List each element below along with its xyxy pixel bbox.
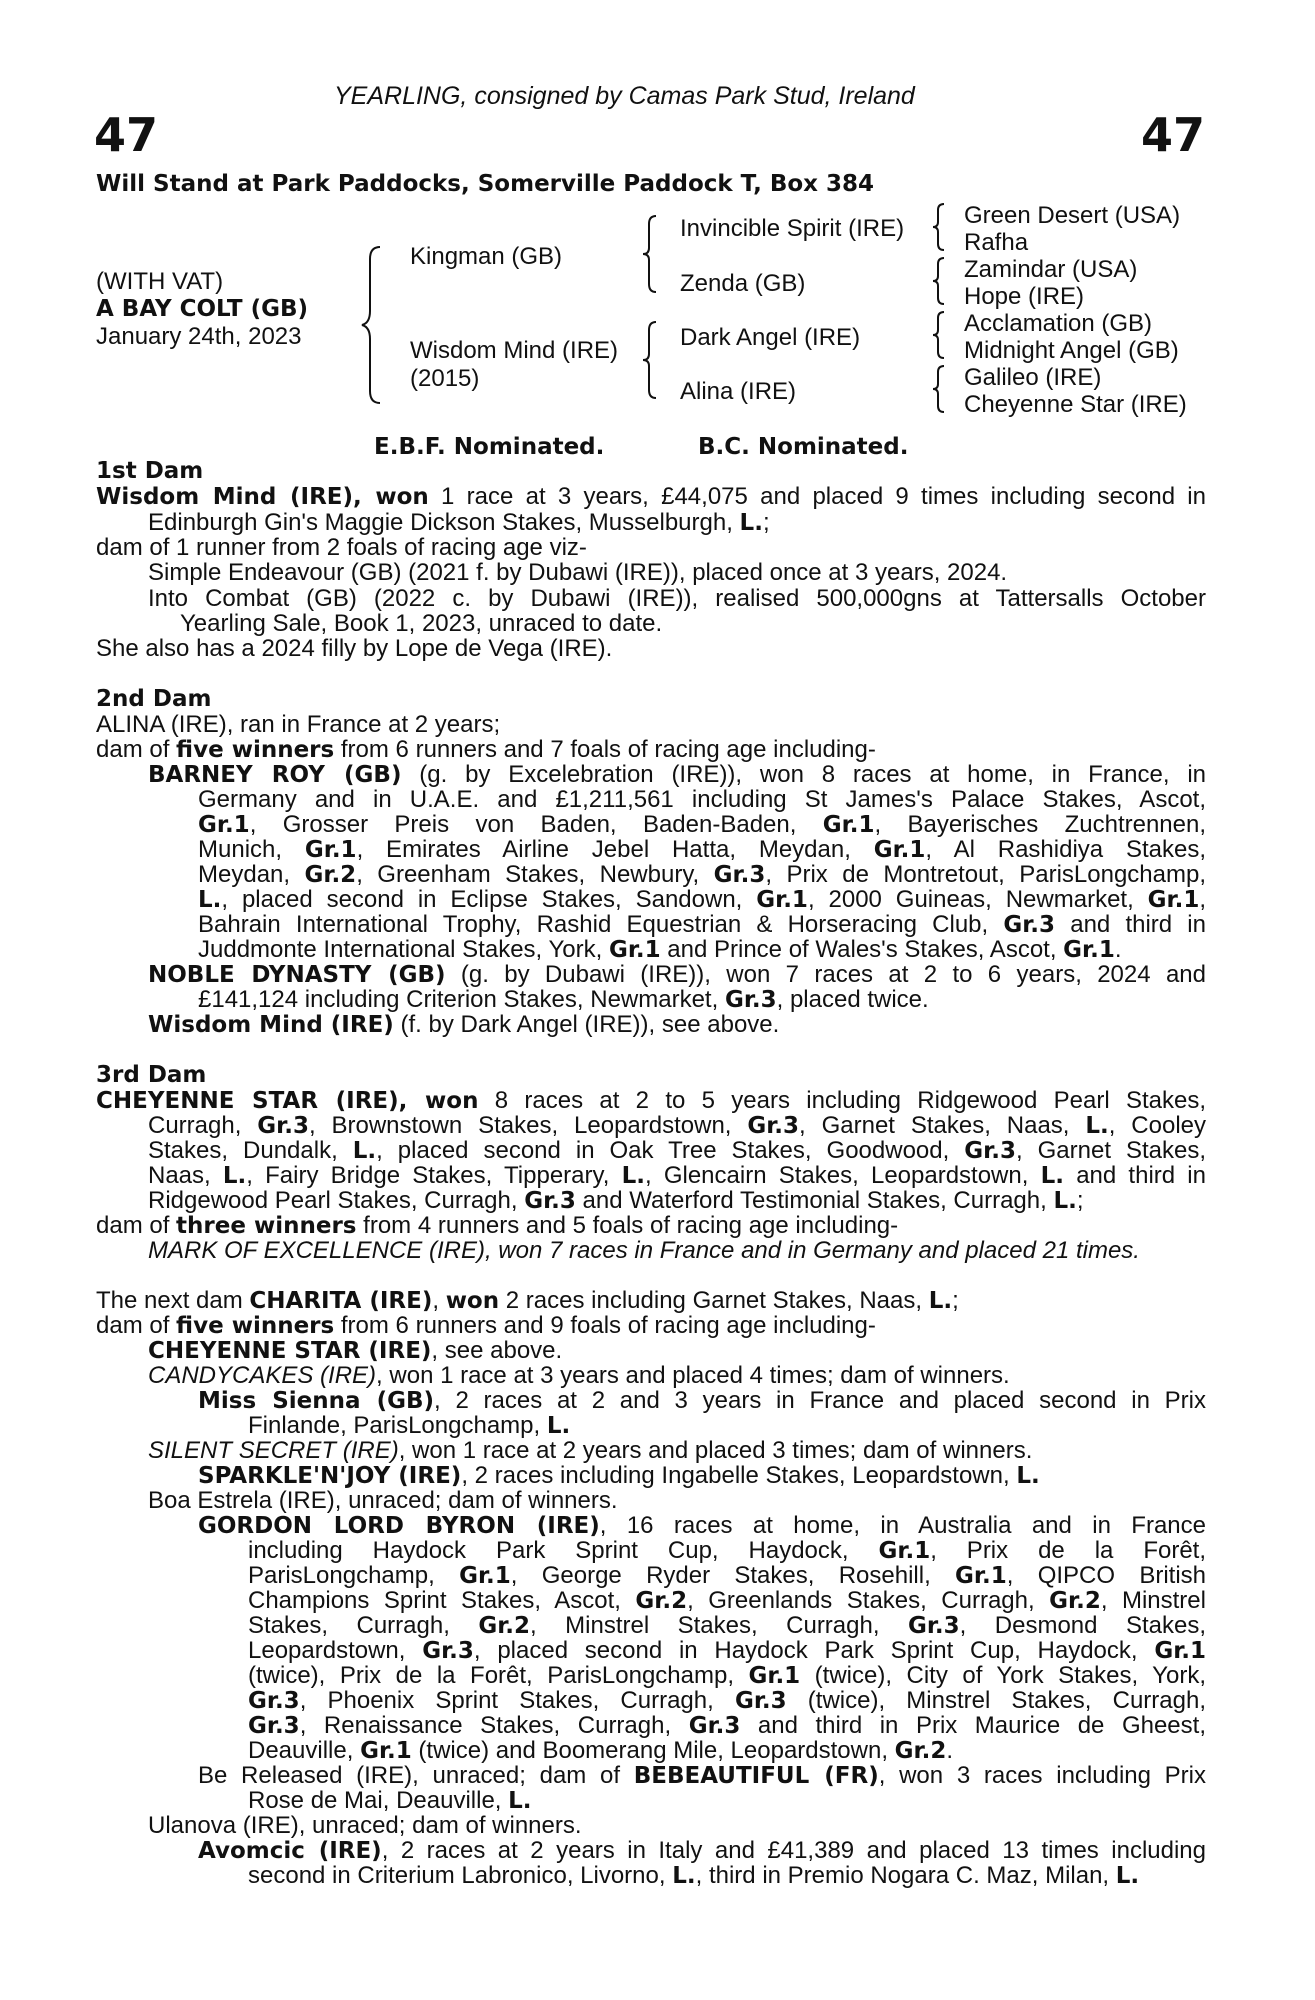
text-span: , Emirates Airline Jebel Hatta, Meydan, [356,836,874,863]
text-line [248,1563,1206,1590]
text-span: , Brownstown Stakes, Leopardstown, [308,1112,748,1139]
horse-name-bold: CHARITA (IRE) [249,1288,433,1314]
text-line [148,1163,1206,1190]
text-span: Be Released (IRE), unraced; dam of [198,1762,634,1789]
text-span: 8 races at 2 to 5 years including Ridgewood Pearl Stakes, [478,1087,1206,1114]
grade-bold: Gr.1 [748,1663,801,1689]
grade-bold: Gr.2 [478,1613,531,1639]
grade-bold: Gr.1 [878,1538,931,1564]
text-span: , Prix de la Forêt, [930,1537,1207,1564]
text-span: The next dam [96,1287,250,1314]
won-bold: won [445,1288,500,1314]
text-line [148,962,1206,989]
won-bold: , won [398,1088,479,1114]
text-span: , [432,1287,446,1314]
text-span: , Greenlands Stakes, Curragh, [687,1587,1050,1614]
grade-bold: Gr.3 [713,862,766,888]
text-span: . [946,1737,954,1764]
pedigree-dam: Wisdom Mind (IRE) [410,337,619,364]
text-span: from 4 runners and 5 foals of racing age including- [356,1212,899,1239]
text-span: , 2 races at 2 years in Italy and £41,389 and placed 13 times including [381,1837,1206,1864]
text-span: , won 1 race at 3 years and placed 4 times; dam of winners. [376,1362,1010,1389]
text-line [148,1188,1258,1215]
text-line [198,837,1206,864]
text-span: , Al Rashidiya Stakes, [925,836,1207,863]
text-span: , 2 races at 2 and 3 years in France and placed second in Prix [434,1387,1206,1414]
text-span: , Garnet Stakes, Naas, [799,1112,1086,1139]
text-span: , placed twice. [776,986,929,1013]
first-dam-heading: 1st Dam [96,458,204,484]
grade-bold: Gr.3 [688,1713,741,1739]
text-line [198,812,1206,839]
grade-bold: L. [672,1863,696,1889]
grade-bold: L. [352,1138,377,1164]
lot-number-left: 47 [94,108,159,162]
pedigree-g6: Midnight Angel (GB) [964,337,1179,364]
horse-name-bold: Avomcic (IRE) [198,1838,382,1864]
text-span: (twice), City of York Stakes, York, [800,1662,1206,1689]
text-span: Deauville, [248,1737,361,1764]
text-span: , placed second in Eclipse Stakes, Sandown, [221,886,757,913]
text-line [148,1438,1258,1464]
text-span: , Garnet Stakes, [1015,1137,1207,1164]
text-span: second in Criterium Labronico, Livorno, [248,1862,673,1889]
text-line: MARK OF EXCELLENCE (IRE), won 7 races in France and in Germany and placed 21 times. [148,1237,1140,1264]
grade-bold: Gr.1 [822,812,875,838]
won-bold: , won [353,484,429,510]
text-line [148,1012,1258,1039]
winners-bold: five winners [176,737,335,763]
pedigree-g5: Acclamation (GB) [964,310,1153,337]
grade-bold: Gr.3 [734,1688,787,1714]
grade-bold: L. [1016,1463,1040,1489]
third-dam-heading: 3rd Dam [96,1062,207,1088]
text-span: . [1114,936,1122,963]
text-span: , Greenham Stakes, Newbury, [356,861,714,888]
text-span: and third in [1055,911,1206,938]
text-span: , won 3 races including Prix [878,1762,1207,1789]
grade-bold: Gr.1 [955,1563,1007,1589]
text-line [248,1688,1206,1715]
text-span: dam of [96,736,177,763]
grade-bold: Gr.2 [894,1738,947,1764]
consignor-subtitle: YEARLING, consigned by Camas Park Stud, Ireland [334,82,915,110]
text-span: Juddmonte International Stakes, York, [198,936,609,963]
grade-bold: Gr.1 [608,937,661,963]
text-line: dam of 1 runner from 2 foals of racing age viz- [96,534,587,561]
winners-bold: three winners [176,1213,357,1239]
text-line: Simple Endeavour (GB) (2021 f. by Dubawi (IRE)), placed once at 3 years, 2024. [148,559,1008,586]
horse-name-bold: BARNEY ROY (GB) [148,762,402,788]
horse-name-bold: CHEYENNE STAR (IRE) [96,1088,399,1114]
horse-name-bold: CHEYENNE STAR (IRE) [148,1338,432,1364]
text-span: 2 races including Garnet Stakes, Naas, [499,1287,929,1314]
text-span: , Minstrel [1100,1587,1206,1614]
grade-bold: Gr.2 [1049,1588,1101,1614]
grade-bold: L. [928,1288,953,1314]
text-line: She also has a 2024 filly by Lope de Vega (IRE). [96,635,613,662]
grade-bold: L. [1085,1113,1109,1139]
horse-name-italic: CANDYCAKES (IRE) [148,1362,377,1389]
grade-bold: Gr.3 [1003,912,1056,938]
text-span: , Prix de Montretout, ParisLongchamp, [765,861,1206,888]
pedigree-brace-g3 [930,310,950,360]
grade-bold: L. [198,887,222,913]
text-line [198,1838,1206,1865]
text-line [198,1463,1308,1490]
text-line: Ulanova (IRE), unraced; dam of winners. [148,1812,582,1839]
text-span: , Grosser Preis von Baden, Baden-Baden, [249,811,823,838]
text-line [248,1713,1206,1740]
text-line [248,1538,1206,1565]
text-line [248,1788,1315,1815]
pedigree-brace-g4 [930,364,950,414]
second-dam-heading: 2nd Dam [96,686,212,712]
text-span: (twice), Minstrel Stakes, Curragh, [786,1687,1206,1714]
text-span: , 2 races including Ingabelle Stakes, Leopardstown, [461,1462,1017,1489]
text-span: ParisLongchamp, [248,1562,460,1589]
text-span: , QIPCO British [1006,1562,1207,1589]
text-line [198,1513,1206,1540]
pedigree-dam-dam: Alina (IRE) [680,378,797,405]
text-line: Boa Estrela (IRE), unraced; dam of winners. [148,1487,618,1514]
text-span: ; [762,509,770,536]
stand-location: Will Stand at Park Paddocks, Somerville Paddock T, Box 384 [96,171,875,197]
pedigree-dam-year: (2015) [410,365,480,392]
grade-bold: Gr.3 [248,1713,300,1739]
grade-bold: Gr.1 [360,1738,412,1764]
grade-bold: Gr.1 [459,1563,511,1589]
text-line [198,937,1308,964]
pedigree-brace-main [360,245,390,405]
text-line [248,1738,1315,1765]
horse-name-bold: SPARKLE'N'JOY (IRE) [198,1463,462,1489]
text-line [248,1663,1206,1690]
grade-bold: Gr.3 [907,1613,960,1639]
text-span: Curragh, [148,1112,258,1139]
pedigree-dam-sire: Dark Angel (IRE) [680,324,861,351]
text-span: Naas, [148,1162,223,1189]
text-span: Munich, [198,836,305,863]
text-line: ALINA (IRE), ran in France at 2 years; [96,711,501,738]
text-span: from 6 runners and 9 foals of racing age including- [334,1312,876,1339]
pedigree-g3: Zamindar (USA) [964,256,1138,283]
ebf-nomination: E.B.F. Nominated. [374,434,605,460]
text-line: Germany and in U.A.E. and £1,211,561 including St James's Palace Stakes, Ascot, [198,786,1206,813]
pedigree-brace-g1 [930,202,950,252]
text-span: ; [952,1287,959,1314]
grade-bold: Gr.1 [1154,1638,1206,1664]
text-line [148,1113,1206,1140]
grade-bold: L. [621,1163,645,1189]
text-line [248,1863,1315,1890]
text-line [248,1588,1206,1615]
bc-nomination: B.C. Nominated. [698,434,909,460]
grade-bold: Gr.3 [747,1113,800,1139]
text-line [248,1613,1206,1640]
text-span: , Desmond Stakes, [959,1612,1206,1639]
text-span: , won 1 race at 2 years and placed 3 times; dam of winners. [398,1437,1033,1464]
pedigree-brace-dam [640,320,660,400]
grade-bold: L. [1053,1188,1077,1214]
pedigree-g8: Cheyenne Star (IRE) [964,391,1187,418]
text-span: , placed second in Haydock Park Sprint Cup, Haydock, [473,1637,1155,1664]
text-span: (g. by Dubawi (IRE)), won 7 races at 2 to 6 years, 2024 and [445,961,1206,988]
foaling-date: January 24th, 2023 [96,323,302,350]
pedigree-g2: Rafha [964,229,1029,256]
horse-name-bold: BEBEAUTIFUL (FR) [633,1763,879,1789]
text-line [96,1313,1206,1340]
grade-bold: Gr.3 [964,1138,1016,1164]
text-span: Stakes, Curragh, [248,1612,479,1639]
text-span: including Haydock Park Sprint Cup, Haydock, [248,1537,879,1564]
text-span: (twice) and Boomerang Mile, Leopardstown, [411,1737,895,1764]
grade-bold: Gr.3 [422,1638,474,1664]
pedigree-brace-g2 [930,256,950,306]
text-span: and third in [1064,1162,1206,1189]
text-span: (twice), Prix de la Forêt, ParisLongchamp, [248,1662,749,1689]
text-span: , Glencairn Stakes, Leopardstown, [644,1162,1041,1189]
pedigree-g4: Hope (IRE) [964,283,1085,310]
text-span: Bahrain International Trophy, Rashid Equestrian & Horseracing Club, [198,911,1004,938]
text-span: and Waterford Testimonial Stakes, Curragh, [575,1187,1054,1214]
text-span: Meydan, [198,861,305,888]
grade-bold: L. [508,1788,532,1814]
grade-bold: L. [1040,1163,1065,1189]
text-span: , third in Premio Nogara C. Maz, Milan, [695,1862,1116,1889]
horse-name-bold: Wisdom Mind (IRE) [148,1012,394,1038]
text-line [198,862,1206,889]
pedigree-brace-sire [640,214,660,294]
text-span: , placed second in Oak Tree Stakes, Goodwood, [376,1137,965,1164]
text-span: and third in Prix Maurice de Gheest, [740,1712,1206,1739]
text-span: , Renaissance Stakes, Curragh, [299,1712,689,1739]
text-line [198,1763,1206,1790]
text-line [96,484,1206,511]
text-span: , Bayerisches Zuchtrennen, [874,811,1207,838]
text-span: ; [1076,1187,1084,1214]
text-line [198,912,1206,939]
text-line [148,1338,1258,1365]
text-span: Ridgewood Pearl Stakes, Curragh, [148,1187,525,1214]
text-line [198,887,1206,914]
grade-bold: Gr.1 [756,887,808,913]
text-span: , 16 races at home, in Australia and in France [599,1512,1206,1539]
text-span: , see above. [431,1337,563,1364]
horse-name: A BAY COLT (GB) [96,296,309,322]
text-span: , [1199,886,1206,913]
text-span: and Prince of Wales's Stakes, Ascot, [660,936,1064,963]
text-line [96,1213,1206,1240]
grade-bold: Gr.1 [1063,937,1115,963]
grade-bold: Gr.2 [635,1588,688,1614]
lot-number-right: 47 [1140,108,1205,162]
grade-bold: Gr.1 [873,837,926,863]
text-line [248,1413,1315,1440]
text-line [148,1363,1258,1389]
grade-bold: Gr.1 [198,812,250,838]
text-line [96,1088,1206,1115]
text-span: Stakes, Dundalk, [148,1137,353,1164]
text-span: Rose de Mai, Deauville, [248,1787,509,1814]
text-line: Yearling Sale, Book 1, 2023, unraced to date. [180,610,663,637]
text-span: , Fairy Bridge Stakes, Tipperary, [246,1162,622,1189]
text-span: 1 race at 3 years, £44,075 and placed 9 times including second in [428,483,1206,510]
winners-bold: five winners [176,1313,335,1339]
text-span: £141,124 including Criterion Stakes, Newmarket, [198,986,725,1013]
text-line [148,762,1206,789]
horse-name-bold: GORDON LORD BYRON (IRE) [198,1513,600,1539]
text-span: Finlande, ParisLongchamp, [248,1412,547,1439]
text-span: (g. by Excelebration (IRE)), won 8 races at home, in France, in [401,761,1206,788]
pedigree-sire: Kingman (GB) [410,243,563,270]
text-span: Champions Sprint Stakes, Ascot, [248,1587,636,1614]
horse-name-bold: NOBLE DYNASTY (GB) [148,962,446,988]
text-line [198,987,1308,1014]
text-span: from 6 runners and 7 foals of racing age including- [334,736,876,763]
grade-bold: L. [546,1413,571,1439]
grade-bold: Gr.3 [524,1188,576,1214]
text-span: dam of [96,1212,177,1239]
horse-name-bold: Wisdom Mind (IRE) [96,484,353,510]
pedigree-g1: Green Desert (USA) [964,202,1181,229]
horse-name-italic: SILENT SECRET (IRE) [148,1437,399,1464]
text-span: Edinburgh Gin's Maggie Dickson Stakes, Musselburgh, [148,509,740,536]
grade-bold: L. [222,1163,247,1189]
text-span: (f. by Dark Angel (IRE)), see above. [393,1011,780,1038]
grade-bold: Gr.3 [257,1113,309,1139]
text-span: , Minstrel Stakes, Curragh, [530,1612,908,1639]
text-line [96,1288,1206,1315]
grade-bold: Gr.1 [1147,887,1200,913]
text-span: , Phoenix Sprint Stakes, Curragh, [299,1687,735,1714]
grade-bold: L. [1115,1863,1140,1889]
grade-bold: L. [739,510,763,536]
text-span: Leopardstown, [248,1637,423,1664]
text-line [96,737,1206,764]
text-line [248,1638,1206,1665]
text-line [148,1138,1206,1165]
grade-bold: Gr.1 [304,837,357,863]
text-span: , 2000 Guineas, Newmarket, [807,886,1148,913]
text-line: Into Combat (GB) (2022 c. by Dubawi (IRE)), realised 500,000gns at Tattersalls October [148,585,1206,612]
text-line [148,510,1258,537]
pedigree-g7: Galileo (IRE) [964,364,1102,391]
text-span: , George Ryder Stakes, Rosehill, [510,1562,956,1589]
pedigree-sire-sire: Invincible Spirit (IRE) [680,215,905,242]
pedigree-sire-dam: Zenda (GB) [680,270,806,297]
horse-name-bold: Miss Sienna (GB) [198,1388,435,1414]
grade-bold: Gr.3 [248,1688,300,1714]
vat-label: (WITH VAT) [96,268,224,295]
grade-bold: Gr.3 [724,987,777,1013]
text-span: , Cooley [1108,1112,1207,1139]
grade-bold: Gr.2 [304,862,357,888]
text-span: dam of [96,1312,177,1339]
text-line [198,1388,1206,1415]
